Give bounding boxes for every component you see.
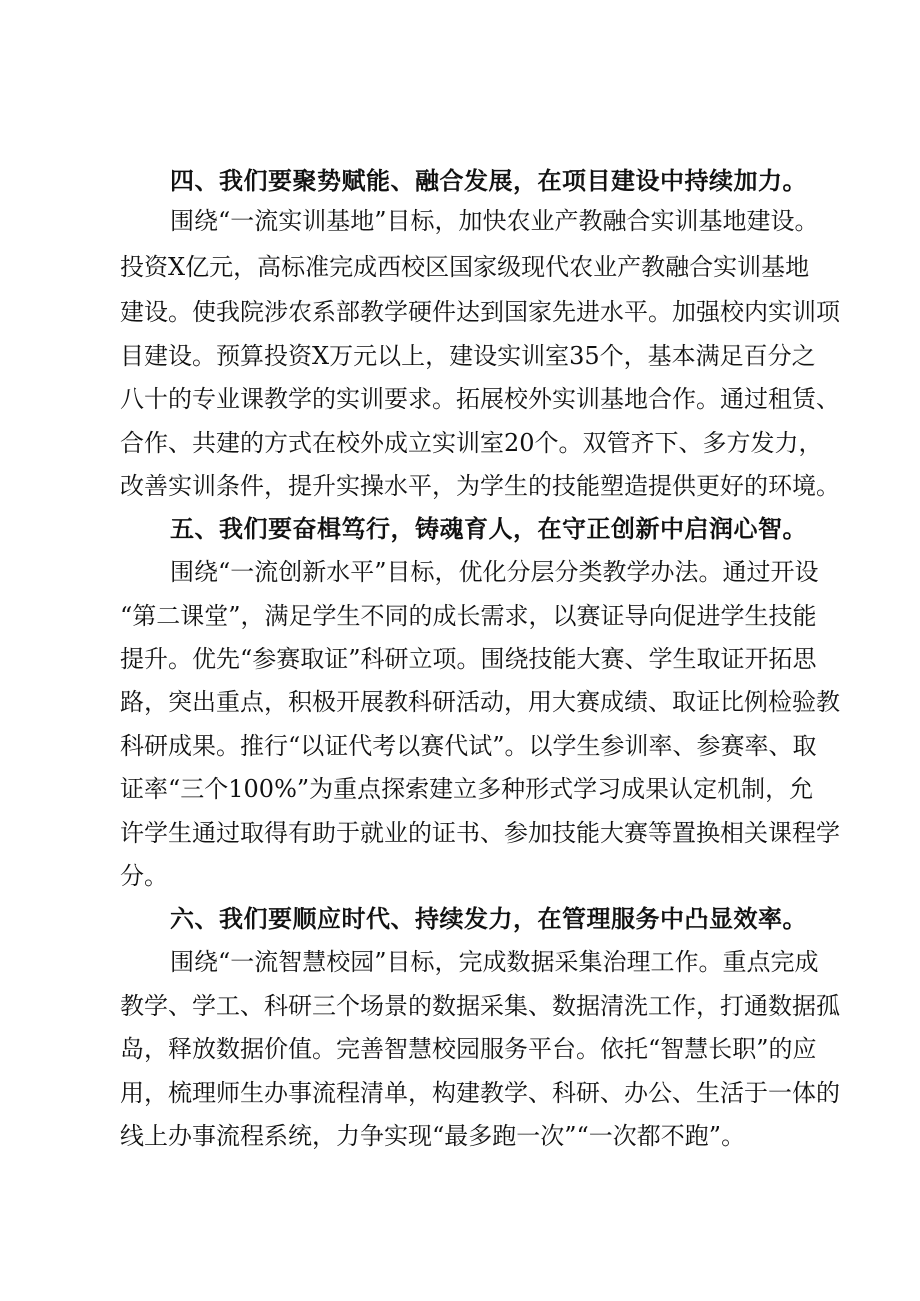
paragraph-line: 目建设。预算投资X万元以上，建设实训室35个，基本满足百分之 [120, 342, 816, 370]
paragraph-line: 围绕“一流实训基地”目标，加快农业产教融合实训基地建设。 [170, 207, 819, 235]
section-heading-6: 六、我们要顺应时代、持续发力，在管理服务中凸显效率。 [170, 905, 807, 933]
paragraph-line: 岛，释放数据价值。完善智慧校园服务平台。依托“智慧长职”的应 [120, 1035, 817, 1063]
paragraph-line: 路，突出重点，积极开展教科研活动，用大赛成绩、取证比例检验教 [120, 688, 840, 716]
paragraph-line: 科研成果。推行“以证代考以赛代试”。以学生参训率、参赛率、取 [120, 732, 817, 760]
paragraph-line: 许学生通过取得有助于就业的证书、参加技能大赛等置换相关课程学 [120, 819, 840, 847]
section-heading-4: 四、我们要聚势赋能、融合发展，在项目建设中持续加力。 [170, 167, 807, 195]
paragraph-line: 用，梳理师生办事流程清单，构建教学、科研、办公、生活于一体的 [120, 1079, 840, 1107]
paragraph-line: 八十的专业课教学的实训要求。拓展校外实训基地合作。通过租赁、 [120, 385, 840, 413]
paragraph-line: 分。 [120, 862, 168, 890]
paragraph-line: 围绕“一流智慧校园”目标，完成数据采集治理工作。重点完成 [170, 948, 819, 976]
paragraph-line: 建设。使我院涉农系部教学硬件达到国家先进水平。加强校内实训项 [120, 298, 840, 326]
paragraph-line: “第二课堂”，满足学生不同的成长需求，以赛证导向促进学生技能 [120, 602, 817, 630]
paragraph-line: 教学、学工、科研三个场景的数据采集、数据清洗工作，打通数据孤 [120, 992, 840, 1020]
paragraph-line: 围绕“一流创新水平”目标，优化分层分类教学办法。通过开设 [170, 558, 819, 586]
paragraph-line: 改善实训条件，提升实操水平，为学生的技能塑造提供更好的环境。 [120, 472, 840, 500]
paragraph-line: 证率“三个100%”为重点探索建立多种形式学习成果认定机制，允 [120, 775, 814, 803]
paragraph-line: 提升。优先“参赛取证”科研立项。围绕技能大赛、学生取证开拓思 [120, 645, 817, 673]
paragraph-line: 投资X亿元，高标准完成西校区国家级现代农业产教融合实训基地 [120, 253, 810, 281]
paragraph-line: 线上办事流程系统，力争实现“最多跑一次”“一次都不跑”。 [120, 1122, 746, 1150]
paragraph-line: 合作、共建的方式在校外成立实训室20个。双管齐下、多方发力， [120, 429, 823, 457]
section-heading-5: 五、我们要奋楫笃行，铸魂育人，在守正创新中启润心智。 [170, 515, 807, 543]
